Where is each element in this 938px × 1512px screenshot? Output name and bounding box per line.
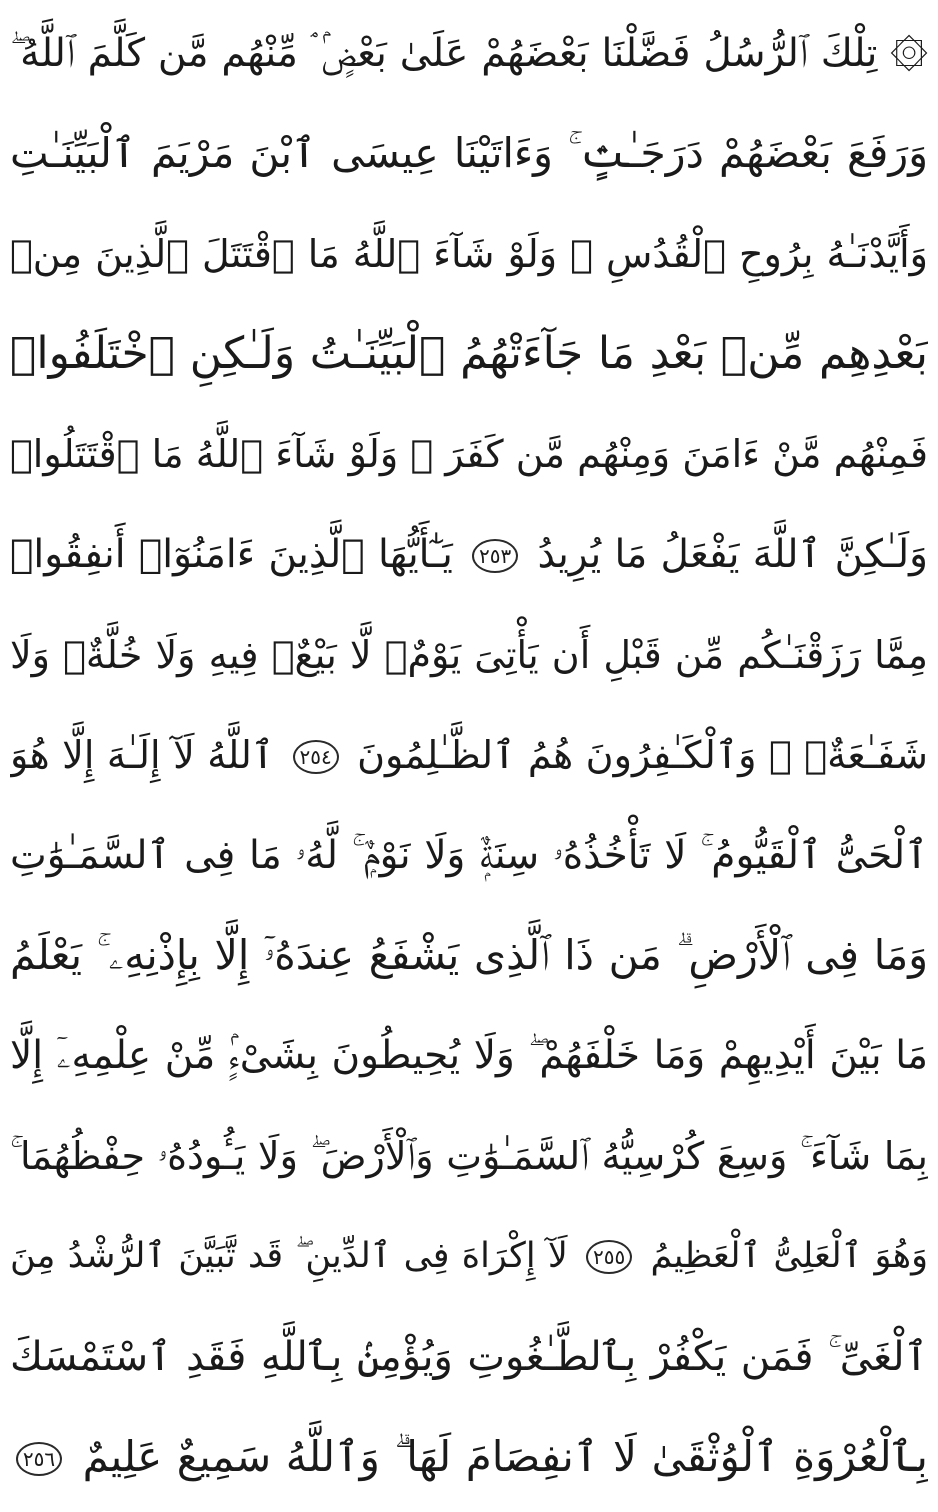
verse-line-text bbox=[10, 232, 928, 276]
verse-line bbox=[10, 812, 928, 898]
ayah-number-marker: ٢٥٤ bbox=[293, 740, 339, 774]
verse-text: بِٱلْعُرْوَةِ ٱلْوُثْقَىٰ لَا ٱنفِصَامَ لَهَا ۗ وَٱللَّهُ سَمِيعٌ عَلِيمٌ bbox=[82, 1431, 928, 1481]
verse-text: مِمَّا رَزَقْنَـٰكُم مِّن قَبْلِ أَن يَأْتِىَ يَوْمٌۭ لَّا بَيْعٌۭ فِيهِ وَلَا خُلَّةٌۭ وَلَا bbox=[10, 632, 928, 677]
verse-text: بِمَا شَآءَ ۚ وَسِعَ كُرْسِيُّهُ ٱلسَّمَـٰوَٰتِ وَٱلْأَرْضَ ۖ وَلَا يَـُٔودُهُۥ حِفْظُهُمَا ۚ bbox=[10, 1133, 928, 1178]
verse-line bbox=[10, 1113, 928, 1199]
verse-text: يَـٰٓأَيُّهَا ٱلَّذِينَ ءَامَنُوٓا۟ أَنفِقُوا۟ bbox=[10, 531, 453, 577]
quran-text-block bbox=[10, 10, 928, 1500]
verse-line-text bbox=[10, 328, 928, 379]
verse-line-text bbox=[10, 31, 928, 76]
verse-line bbox=[10, 311, 928, 397]
ayah-number-marker: ٢٥٣ bbox=[472, 539, 518, 573]
verse-line bbox=[10, 211, 928, 297]
verse-line-text bbox=[10, 432, 928, 476]
ayah-number-marker: ٢٥٦ bbox=[16, 1442, 62, 1476]
verse-text: ٱللَّهُ لَآ إِلَـٰهَ إِلَّا هُوَ bbox=[10, 732, 275, 777]
verse-line-text bbox=[10, 1033, 928, 1078]
verse-line-text bbox=[10, 733, 928, 777]
verse-text: لَآ إِكْرَاهَ فِى ٱلدِّينِ ۖ قَد تَّبَيَّنَ ٱلرُّشْدُ مِنَ bbox=[10, 1236, 568, 1277]
verse-line-text bbox=[10, 833, 928, 878]
verse-text: ۞ تِلْكَ ٱلرُّسُلُ فَضَّلْنَا بَعْضَهُمْ عَلَىٰ بَعْضٍۢ ۘ مِّنْهُم مَّن كَلَّمَ ٱللَّهُ ۖ bbox=[10, 30, 928, 76]
verse-line-text bbox=[10, 1334, 928, 1380]
verse-line bbox=[10, 612, 928, 698]
verse-text: وَأَيَّدْنَـٰهُ بِرُوحِ ٱلْقُدُسِ ۗ وَلَوْ شَآءَ ٱللَّهُ مَا ٱقْتَتَلَ ٱلَّذِينَ مِنۢ bbox=[10, 231, 928, 276]
verse-text: وَرَفَعَ بَعْضَهُمْ دَرَجَـٰتٍۢ ۚ وَءَاتَيْنَا عِيسَى ٱبْنَ مَرْيَمَ ٱلْبَيِّنَـٰتِ bbox=[10, 128, 928, 177]
verse-line bbox=[10, 10, 928, 96]
verse-text: ٱلْحَىُّ ٱلْقَيُّومُ ۚ لَا تَأْخُذُهُۥ سِنَةٌۭ وَلَا نَوْمٌۭ ۚ لَّهُۥ مَا فِى ٱلسَّمَـٰوَٰتِ bbox=[10, 832, 928, 878]
verse-line bbox=[10, 712, 928, 798]
ayah-number-marker: ٢٥٥ bbox=[586, 1240, 632, 1274]
verse-line-text bbox=[10, 633, 928, 677]
verse-line bbox=[10, 411, 928, 497]
verse-line bbox=[10, 1314, 928, 1400]
verse-text: بَعْدِهِم مِّنۢ بَعْدِ مَا جَآءَتْهُمُ ٱلْبَيِّنَـٰتُ وَلَـٰكِنِ ٱخْتَلَفُوا۟ bbox=[10, 328, 928, 380]
verse-line-text bbox=[10, 1432, 928, 1482]
verse-line bbox=[10, 913, 928, 999]
verse-text: وَمَا فِى ٱلْأَرْضِ ۗ مَن ذَا ٱلَّذِى يَشْفَعُ عِندَهُۥٓ إِلَّا بِإِذْنِهِۦ ۚ يَعْلَمُ bbox=[10, 931, 928, 980]
verse-line-text bbox=[10, 1134, 928, 1179]
verse-text: وَهُوَ ٱلْعَلِىُّ ٱلْعَظِيمُ bbox=[650, 1236, 928, 1277]
verse-line-text bbox=[10, 931, 928, 980]
verse-line bbox=[10, 110, 928, 196]
verse-line bbox=[10, 1213, 928, 1299]
verse-text: وَلَـٰكِنَّ ٱللَّهَ يَفْعَلُ مَا يُرِيدُ bbox=[537, 531, 928, 577]
verse-text: فَمِنْهُم مَّنْ ءَامَنَ وَمِنْهُم مَّن كَفَرَ ۚ وَلَوْ شَآءَ ٱللَّهُ مَا ٱقْتَتَلُوا۟ bbox=[10, 432, 928, 477]
verse-line bbox=[10, 1013, 928, 1099]
verse-text: مَا بَيْنَ أَيْدِيهِمْ وَمَا خَلْفَهُمْ ۖ وَلَا يُحِيطُونَ بِشَىْءٍۢ مِّنْ عِلْمِهِۦٓ إِلَّا bbox=[10, 1033, 928, 1079]
verse-line bbox=[10, 511, 928, 597]
verse-text: شَفَـٰعَةٌۭ ۗ وَٱلْكَـٰفِرُونَ هُمُ ٱلظَّـٰلِمُونَ bbox=[357, 732, 928, 777]
verse-line-text bbox=[10, 1236, 928, 1276]
verse-line-text bbox=[10, 129, 928, 178]
verse-line-text bbox=[10, 532, 928, 577]
verse-text: ٱلْغَىِّ ۚ فَمَن يَكْفُرْ بِٱلطَّـٰغُوتِ وَيُؤْمِنۢ بِٱللَّهِ فَقَدِ ٱسْتَمْسَكَ bbox=[10, 1333, 928, 1380]
verse-line bbox=[10, 1414, 928, 1500]
